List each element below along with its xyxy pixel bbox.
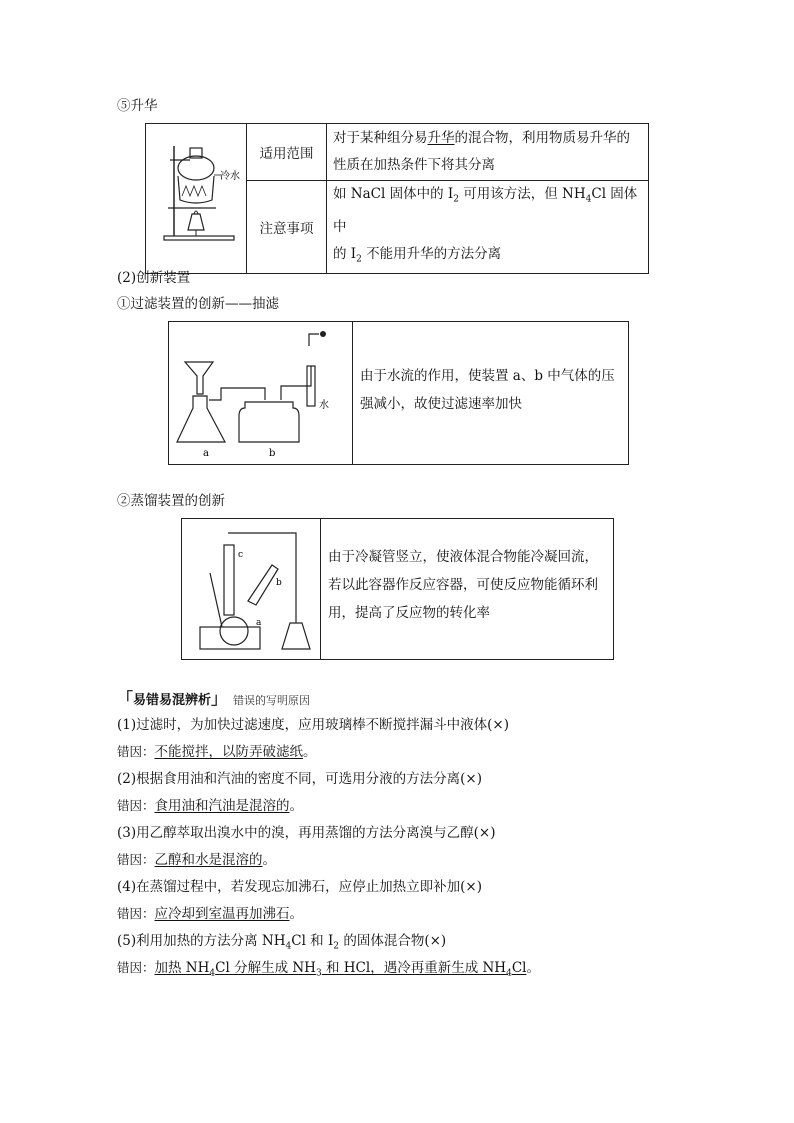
water-label: 冷水 [220,171,240,183]
suction-filtration-figure [173,326,349,460]
reason-5: 错因：加热 $NH_4Cl$ 分解生成 $NH_3$ 和 HCl，遇冷再重新生成 $NH_4Cl$。 [117,960,540,979]
reason-3: 错因：乙醇和水是混溶的。 [117,852,277,868]
innovation-heading: (2)创新装置 [117,270,191,286]
question-4: (4)在蒸馏过程中，若发现忘加沸石，应停止加热立即补加(×) [117,879,482,895]
question-5: (5)利用加热的方法分离 $NH_4Cl$ 和 $I_2$ 的固体混合物(×) [117,933,447,952]
row-text-notes: 如 NaCl 固体中的 $I_2$ 可用该方法，但 $NH_4Cl$ 固体中 的 $I_2$ 不能用升华的方法分离 [327,181,649,274]
reason-2: 错因：食用油和汽油是混溶的。 [117,798,304,814]
distill-description: 由于冷凝管竖立，使液体混合物能冷凝回流， 若以此容器作反应容器，可使反应物能循环利 用，提高了反应物的转化率 [328,549,598,621]
condenser-c-label: c [238,550,244,560]
question-3: (3)用乙醇萃取出溴水中的溴，再用蒸馏的方法分离溴与乙醇(×) [117,825,496,841]
water-outlet-label: 水 [319,400,329,411]
funnel-b-label: b [276,578,282,588]
filter-box [168,321,629,465]
row-label-notes: 注意事项 [247,181,327,274]
filter-description: 由于水流的作用，使装置 a、b 中气体的压 强减小，故使过滤速率加快 [360,368,615,412]
distill-heading: ②蒸馏装置的创新 [117,493,225,509]
flask-a-label: a [203,448,209,459]
reason-4: 错因：应冷却到室温再加沸石。 [117,906,304,922]
reason-1: 错因：不能搅拌，以防弄破滤纸。 [117,744,317,760]
sublimation-heading: ⑤升华 [117,98,158,114]
question-1: (1)过滤时，为加快过滤速度，应用玻璃棒不断搅拌漏斗中液体(×) [117,717,509,733]
reflux-apparatus-figure [186,523,318,655]
analysis-tag: 「易错易混辨析」 错误的写明原因 [117,689,311,708]
sublimation-table [145,123,649,274]
sublimation-apparatus-figure [146,138,246,255]
row-label-scope: 适用范围 [247,124,327,181]
flask-a-label-2: a [256,618,262,628]
filter-heading: ①过滤装置的创新——抽滤 [117,296,279,312]
bottle-b-label: b [269,448,276,459]
distill-box [181,518,614,660]
sublimation-apparatus-cell [146,124,247,274]
row-text-scope: 对于某种组分易升华的混合物，利用物质易升华的 性质在加热条件下将其分离 [327,124,649,181]
question-2: (2)根据食用油和汽油的密度不同，可选用分液的方法分离(×) [117,771,482,787]
